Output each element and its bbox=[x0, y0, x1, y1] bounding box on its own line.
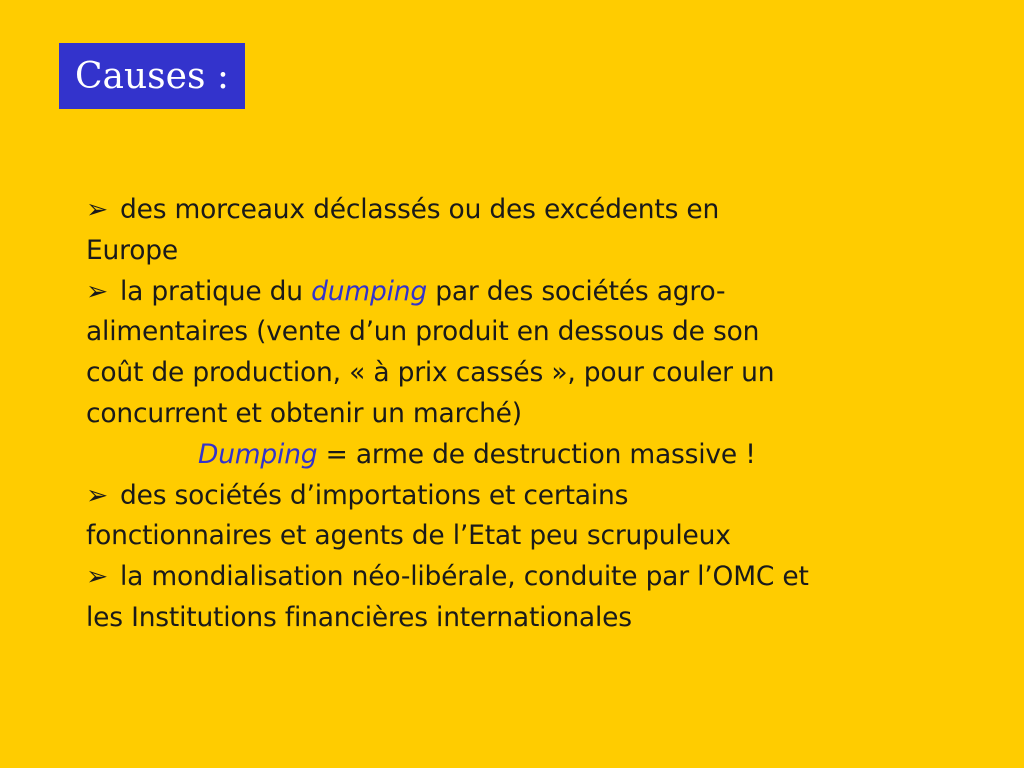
bullet-text: Europe bbox=[86, 234, 178, 266]
bullet-text: fonctionnaires et agents de l’Etat peu scrupuleux bbox=[86, 520, 731, 552]
bullet-text: des morceaux déclassés ou des excédents en bbox=[120, 194, 720, 225]
highlight-term: Dumping bbox=[198, 438, 318, 470]
bullet-text: coût de production, « à prix cassés », pour couler un bbox=[86, 357, 775, 389]
slide-body bbox=[86, 190, 986, 639]
arrow-bullet-icon: ➢ bbox=[86, 561, 109, 593]
bullet-text: des sociétés d’importations et certains bbox=[120, 479, 629, 511]
bullet-text: la mondialisation néo-libérale, conduite par l’OMC et bbox=[120, 561, 809, 593]
bullet-text: les Institutions financières internationales bbox=[86, 601, 632, 633]
bullet-2-line-2 bbox=[86, 312, 986, 353]
arrow-bullet-icon: ➢ bbox=[86, 194, 109, 225]
bullet-text: concurrent et obtenir un marché) bbox=[86, 397, 522, 429]
bullet-text: par des sociétés agro- bbox=[426, 275, 726, 307]
bullet-1-line-2 bbox=[86, 231, 986, 272]
bullet-2-line-1 bbox=[86, 272, 986, 313]
slide-title: Causes : bbox=[74, 55, 230, 97]
arrow-bullet-icon: ➢ bbox=[86, 479, 109, 511]
title-box bbox=[59, 43, 245, 109]
dumping-definition bbox=[86, 435, 986, 476]
bullet-3-line-2 bbox=[86, 516, 986, 557]
bullet-4-line-2 bbox=[86, 598, 986, 639]
bullet-text: la pratique du bbox=[120, 275, 312, 307]
bullet-1-line-1 bbox=[86, 190, 986, 231]
bullet-2-line-3 bbox=[86, 353, 986, 394]
arrow-bullet-icon: ➢ bbox=[86, 275, 109, 307]
highlight-term: dumping bbox=[311, 275, 427, 307]
definition-text: = arme de destruction massive ! bbox=[317, 438, 756, 470]
bullet-text: alimentaires (vente d’un produit en dessous de son bbox=[86, 316, 760, 348]
bullet-2-line-4 bbox=[86, 394, 986, 435]
bullet-3-line-1 bbox=[86, 476, 986, 517]
bullet-4-line-1 bbox=[86, 557, 986, 598]
